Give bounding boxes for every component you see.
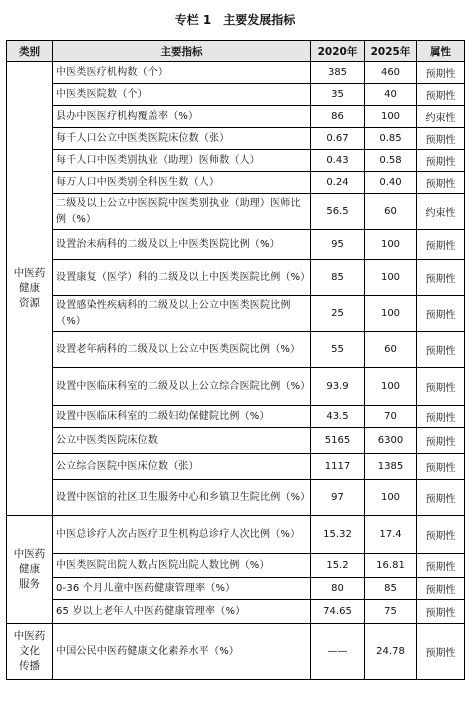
category-line: 健康 <box>19 563 40 575</box>
value-2025-cell: 85 <box>365 578 417 600</box>
indicator-cell: 中医总诊疗人次占医疗卫生机构总诊疗人次比例（%） <box>53 516 311 554</box>
table-row <box>7 172 465 194</box>
category-cell <box>7 516 53 624</box>
table-row <box>7 600 465 624</box>
indicator-cell: 每千人口中医类别执业（助理）医师数（人） <box>53 150 311 172</box>
value-2025-cell: 6300 <box>365 428 417 454</box>
indicators-table <box>6 40 465 680</box>
value-2020-cell: 95 <box>311 230 365 260</box>
table-row <box>7 194 465 230</box>
indicator-cell: 每千人口公立中医类医院床位数（张） <box>53 128 311 150</box>
value-2025-cell: 100 <box>365 480 417 516</box>
value-2025-cell: 0.40 <box>365 172 417 194</box>
attribute-cell: 预期性 <box>417 230 465 260</box>
table-row <box>7 368 465 406</box>
attribute-cell: 预期性 <box>417 368 465 406</box>
value-2025-cell: 100 <box>365 230 417 260</box>
value-2020-cell: 86 <box>311 106 365 128</box>
table-row <box>7 84 465 106</box>
attribute-cell: 预期性 <box>417 480 465 516</box>
indicator-cell: 0-36 个月儿童中医药健康管理率（%） <box>53 578 311 600</box>
table-row <box>7 578 465 600</box>
value-2025-cell: 24.78 <box>365 624 417 680</box>
value-2025-cell: 100 <box>365 296 417 332</box>
indicator-cell: 设置中医临床科室的二级妇幼保健院比例（%） <box>53 406 311 428</box>
indicator-cell: 设置康复（医学）科的二级及以上中医类医院比例（%） <box>53 260 311 296</box>
value-2025-cell: 100 <box>365 106 417 128</box>
table-row <box>7 624 465 680</box>
value-2025-cell: 100 <box>365 368 417 406</box>
value-2020-cell: 0.43 <box>311 150 365 172</box>
indicator-cell: 设置中医临床科室的二级及以上公立综合医院比例（%） <box>53 368 311 406</box>
attribute-cell: 预期性 <box>417 554 465 578</box>
table-row <box>7 480 465 516</box>
indicator-cell: 县办中医医疗机构覆盖率（%） <box>53 106 311 128</box>
attribute-cell: 预期性 <box>417 150 465 172</box>
indicator-cell: 设置老年病科的二级及以上公立中医类医院比例（%） <box>53 332 311 368</box>
indicator-cell: 二级及以上公立中医医院中医类别执业（助理）医师比例（%） <box>53 194 311 230</box>
table-row <box>7 150 465 172</box>
header-attribute: 属性 <box>417 41 465 62</box>
value-2020-cell: 97 <box>311 480 365 516</box>
value-2020-cell: 0.24 <box>311 172 365 194</box>
value-2025-cell: 60 <box>365 332 417 368</box>
table-row <box>7 128 465 150</box>
value-2020-cell: 5165 <box>311 428 365 454</box>
attribute-cell: 预期性 <box>417 84 465 106</box>
value-2020-cell: 0.67 <box>311 128 365 150</box>
attribute-cell: 约束性 <box>417 106 465 128</box>
attribute-cell: 预期性 <box>417 62 465 84</box>
indicator-cell: 中医类医院数（个） <box>53 84 311 106</box>
header-row <box>7 41 465 62</box>
table-row <box>7 454 465 480</box>
attribute-cell: 预期性 <box>417 128 465 150</box>
value-2020-cell: 15.32 <box>311 516 365 554</box>
value-2020-cell: —— <box>311 624 365 680</box>
value-2020-cell: 93.9 <box>311 368 365 406</box>
header-category: 类别 <box>7 41 53 62</box>
value-2020-cell: 55 <box>311 332 365 368</box>
table-row <box>7 406 465 428</box>
table-title: 专栏 1 主要发展指标 <box>174 13 296 27</box>
table-row <box>7 62 465 84</box>
value-2025-cell: 16.81 <box>365 554 417 578</box>
table-row <box>7 332 465 368</box>
category-line: 服务 <box>19 578 40 590</box>
attribute-cell: 预期性 <box>417 578 465 600</box>
table-row <box>7 106 465 128</box>
category-line: 健康 <box>19 282 40 294</box>
indicator-cell: 公立中医类医院床位数 <box>53 428 311 454</box>
attribute-cell: 预期性 <box>417 600 465 624</box>
attribute-cell: 预期性 <box>417 516 465 554</box>
attribute-cell: 预期性 <box>417 454 465 480</box>
value-2020-cell: 1117 <box>311 454 365 480</box>
table-row <box>7 516 465 554</box>
table-row <box>7 230 465 260</box>
value-2025-cell: 460 <box>365 62 417 84</box>
value-2025-cell: 1385 <box>365 454 417 480</box>
value-2025-cell: 75 <box>365 600 417 624</box>
header-2025: 2025年 <box>365 41 417 62</box>
value-2020-cell: 25 <box>311 296 365 332</box>
category-line: 文化 <box>19 645 40 657</box>
indicator-cell: 65 岁以上老年人中医药健康管理率（%） <box>53 600 311 624</box>
value-2020-cell: 43.5 <box>311 406 365 428</box>
attribute-cell: 约束性 <box>417 194 465 230</box>
value-2025-cell: 0.85 <box>365 128 417 150</box>
table-body <box>7 62 465 680</box>
category-line: 中医药 <box>13 548 46 560</box>
indicator-cell: 设置感染性疾病科的二级及以上公立中医类医院比例（%） <box>53 296 311 332</box>
indicator-cell: 中医类医疗机构数（个） <box>53 62 311 84</box>
attribute-cell: 预期性 <box>417 428 465 454</box>
value-2020-cell: 85 <box>311 260 365 296</box>
value-2020-cell: 385 <box>311 62 365 84</box>
category-cell <box>7 62 53 516</box>
value-2020-cell: 35 <box>311 84 365 106</box>
attribute-cell: 预期性 <box>417 332 465 368</box>
table-row <box>7 428 465 454</box>
indicator-cell: 中医类医院出院人数占医院出院人数比例（%） <box>53 554 311 578</box>
value-2025-cell: 60 <box>365 194 417 230</box>
category-line: 资源 <box>19 297 40 309</box>
indicator-cell: 设置治未病科的二级及以上中医类医院比例（%） <box>53 230 311 260</box>
value-2020-cell: 74.65 <box>311 600 365 624</box>
indicator-cell: 中国公民中医药健康文化素养水平（%） <box>53 624 311 680</box>
value-2025-cell: 40 <box>365 84 417 106</box>
category-line: 中医药 <box>13 630 46 642</box>
indicator-cell: 公立综合医院中医床位数（张） <box>53 454 311 480</box>
value-2020-cell: 80 <box>311 578 365 600</box>
value-2025-cell: 17.4 <box>365 516 417 554</box>
category-line: 中医药 <box>13 267 46 279</box>
table-row <box>7 296 465 332</box>
header-2020: 2020年 <box>311 41 365 62</box>
attribute-cell: 预期性 <box>417 172 465 194</box>
value-2025-cell: 70 <box>365 406 417 428</box>
value-2020-cell: 56.5 <box>311 194 365 230</box>
table-row <box>7 554 465 578</box>
category-line: 传播 <box>19 660 40 672</box>
attribute-cell: 预期性 <box>417 406 465 428</box>
attribute-cell: 预期性 <box>417 260 465 296</box>
attribute-cell: 预期性 <box>417 624 465 680</box>
value-2025-cell: 0.58 <box>365 150 417 172</box>
indicator-cell: 每万人口中医类别全科医生数（人） <box>53 172 311 194</box>
value-2020-cell: 15.2 <box>311 554 365 578</box>
value-2025-cell: 100 <box>365 260 417 296</box>
category-cell <box>7 624 53 680</box>
header-indicator: 主要指标 <box>53 41 311 62</box>
table-row <box>7 260 465 296</box>
attribute-cell: 预期性 <box>417 296 465 332</box>
indicator-cell: 设置中医馆的社区卫生服务中心和乡镇卫生院比例（%） <box>53 480 311 516</box>
